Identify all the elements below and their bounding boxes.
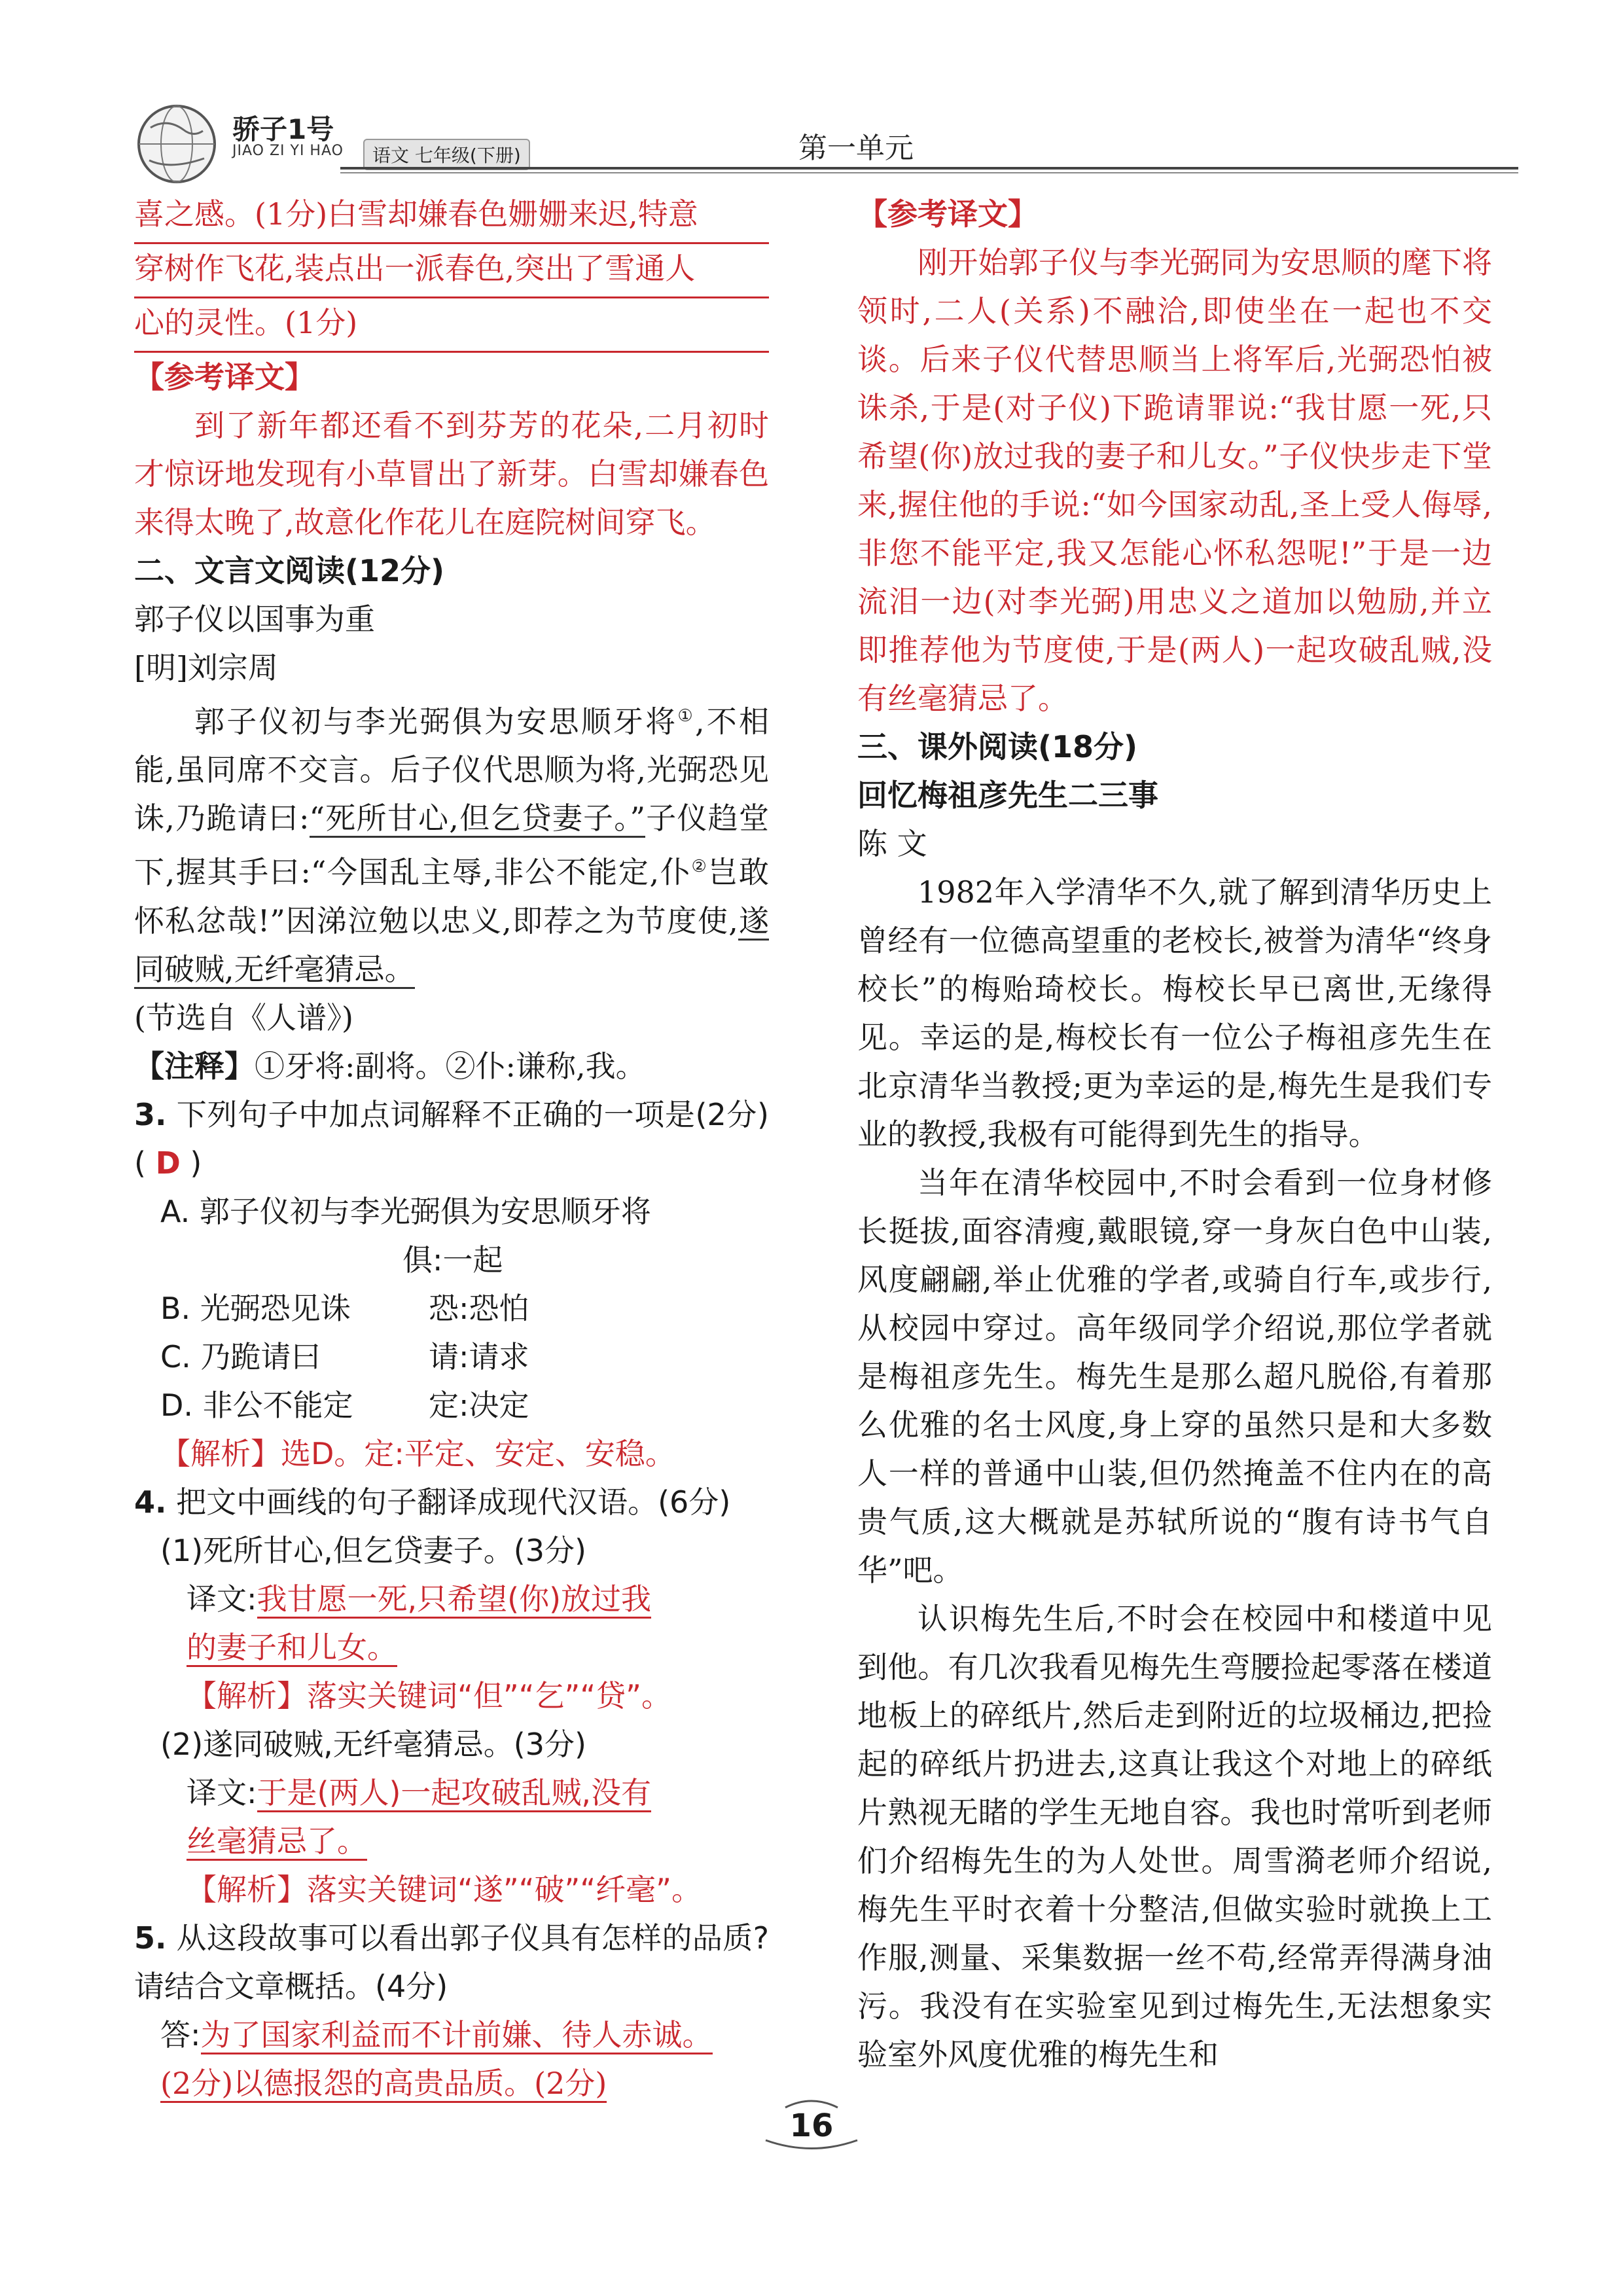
essay-paragraph-2: 当年在清华校园中,不时会看到一位身材修长挺拔,面容清瘦,戴眼镜,穿一身灰白色中山装,风度翩翩,举止优雅的学者,或骑自行车,或步行,从校园中穿过。高年级同学介绍说,那位学者就是梅祖彦先生。梅先生是那么超凡脱俗,有着那么优雅的名士风度,身上穿的虽然只是和大多数人一样的普通中山装,但仍然掩盖不住内在的高贵气质,这大概就是苏轼所说的“腹有诗书气自华”吧。 xyxy=(857,1165,1492,1588)
option-b: B. 光弼恐见诛 恐:恐怕 xyxy=(160,1290,529,1326)
header-divider xyxy=(340,167,1518,170)
classical-title: 郭子仪以国事为重 xyxy=(134,601,375,637)
q4-part1-answer-cont: 的妻子和儿女。 xyxy=(134,1623,769,1672)
page-number: 16 xyxy=(789,2108,834,2144)
q4-part1-analysis: 【解析】落实关键词“但”“乞”“贷”。 xyxy=(187,1677,671,1713)
option-c: C. 乃跪请曰 请:请求 xyxy=(160,1338,529,1374)
essay-paragraph-1: 1982年入学清华不久,就了解到清华历史上曾经有一位德高望重的老校长,被誉为清华“终身校长”的梅贻琦校长。梅校长早已离世,无缘得见。幸运的是,梅校长有一位公子梅祖彦先生在北京清华当教授;更为幸运的是,梅先生是我们专业的教授,我极有可能得到先生的指导。 xyxy=(857,874,1492,1152)
reference-translation-text: 到了新年都还看不到芬芳的花朵,二月初时才惊讶地发现有小草冒出了新芽。白雪却嫌春色来得太晚了,故意化作花儿在庭院树间穿飞。 xyxy=(134,408,769,540)
question-3: 3. 下列句子中加点词解释不正确的一项是(2分)( D ) xyxy=(134,1096,769,1181)
right-column xyxy=(857,190,1492,2079)
q4-part2-answer: 译文:于是(两人)一起攻破乱贼,没有 xyxy=(134,1768,769,1817)
classical-author: [明]刘宗周 xyxy=(134,650,278,685)
classical-source: (节选自《人谱》) xyxy=(134,999,353,1035)
q4-part1: (1)死所甘心,但乞贷妻子。(3分) xyxy=(160,1532,586,1568)
essay-paragraph-3: 认识梅先生后,不时会在校园中和楼道中见到他。有几次我看见梅先生弯腰捡起零落在楼道地板上的碎纸片,然后走到附近的垃圾桶边,把捡起的碎纸片扔进去,这真让我这个对地上的碎纸片熟视无睹的学生无地自容。我也时常听到老师们介绍梅先生的为人处世。周雪漪老师介绍说,梅先生平时衣着十分整洁,但做实验时就换上工作服,测量、采集数据一丝不苟,经常弄得满身油污。我没有在实验室见到过梅先生,无法想象实验室外风度优雅的梅先生和 xyxy=(857,1601,1492,2072)
q5-answer-cont: (2分)以德报怨的高贵品质。(2分) xyxy=(134,2059,769,2108)
option-d: D. 非公不能定 定:决定 xyxy=(160,1387,529,1423)
essay-title: 回忆梅祖彦先生二三事 xyxy=(857,778,1158,813)
q5-answer: 答:为了国家利益而不计前嫌、待人赤诚。 xyxy=(134,2011,769,2059)
reference-translation-label-2: 【参考译文】 xyxy=(857,196,1038,232)
essay-author: 陈 文 xyxy=(857,826,927,861)
q4-part2-analysis: 【解析】落实关键词“遂”“破”“纤毫”。 xyxy=(187,1871,702,1907)
brand-pinyin: JIAO ZI YI HAO xyxy=(232,143,344,159)
globe-logo-icon xyxy=(131,98,223,190)
option-a-def: 俱:一起 xyxy=(402,1242,503,1278)
unit-title: 第一单元 xyxy=(798,132,914,165)
question-5: 5. 从这段故事可以看出郭子仪具有怎样的品质?请结合文章概括。(4分) xyxy=(134,1920,769,2004)
option-a: A. 郭子仪初与李光弼俱为安思顺牙将 xyxy=(160,1193,651,1229)
reference-translation-label: 【参考译文】 xyxy=(134,359,315,395)
q4-part2-answer-cont: 丝毫猜忌了。 xyxy=(134,1817,769,1865)
reference-translation-text-2: 刚开始郭子仪与李光弼同为安思顺的麾下将领时,二人(关系)不融洽,即使坐在一起也不交谈。后来子仪代替思顺当上将军后,光弼恐怕被诛杀,于是(对子仪)下跪请罪说:“我甘愿一死,只希望(你)放过我的妻子和儿女。”子仪快步走下堂来,握住他的手说:“如今国家动乱,圣上受人侮辱,非您不能平定,我又怎能心怀私怨呢!”于是一边流泪一边(对李光弼)用忠义之道加以勉励,并立即推荐他为节度使,于是(两人)一起攻破乱贼,没有丝毫猜忌了。 xyxy=(857,245,1492,716)
page-header xyxy=(124,98,1525,177)
header-divider-thin xyxy=(340,172,1518,173)
q3-analysis: 【解析】选D。定:平定、安定、安稳。 xyxy=(160,1435,675,1471)
section-3-heading: 三、课外阅读(18分) xyxy=(857,729,1138,764)
answer-continuation: 喜之感。(1分)白雪却嫌春色姗姗来迟,特意 穿树作飞花,装点出一派春色,突出了雪通人 心的灵性。(1分) xyxy=(134,190,769,353)
q4-part1-answer: 译文:我甘愿一死,只希望(你)放过我 xyxy=(134,1575,769,1623)
subject-badge: 语文 七年级(下册) xyxy=(363,139,530,170)
question-4: 4. 把文中画线的句子翻译成现代汉语。(6分) xyxy=(134,1484,731,1520)
notes: 【注释】①牙将:副将。②仆:谦称,我。 xyxy=(134,1048,646,1084)
classical-text: 郭子仪初与李光弼俱为安思顺牙将①,不相能,虽同席不交言。后子仪代思顺为将,光弼恐见诛,乃跪请曰:“死所甘心,但乞贷妻子。”子仪趋堂下,握其手曰:“今国乱主辱,非公不能定,仆②岂敢怀私忿哉!”因涕泣勉以忠义,即荐之为节度使,遂同破贼,无纤毫猜忌。 xyxy=(134,692,769,994)
q4-part2: (2)遂同破贼,无纤毫猜忌。(3分) xyxy=(160,1726,586,1762)
left-column xyxy=(134,190,769,2108)
section-2-heading: 二、文言文阅读(12分) xyxy=(134,553,445,588)
brand-name: 骄子1号 xyxy=(232,113,334,145)
